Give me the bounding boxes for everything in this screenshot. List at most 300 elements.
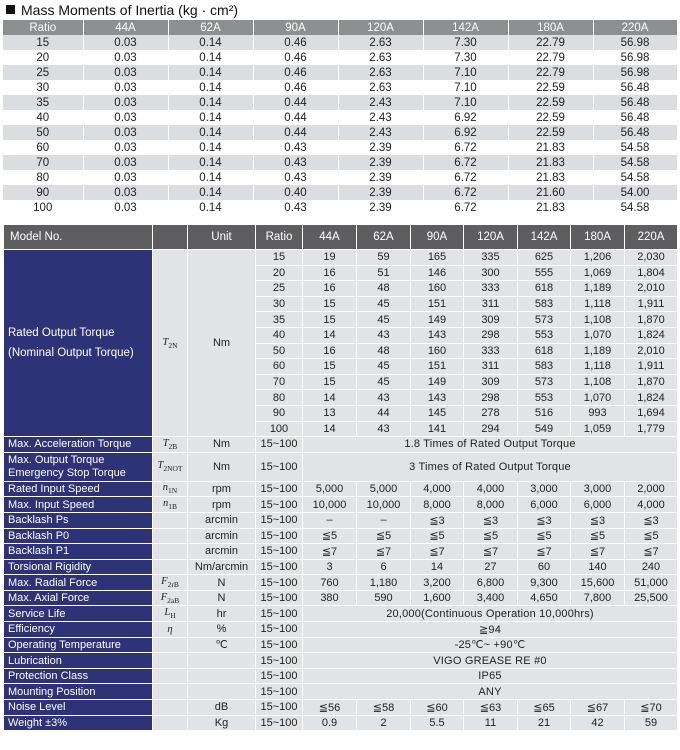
torque-value-cell: 625: [518, 250, 571, 266]
torque-value-cell: 278: [464, 405, 518, 421]
table-row: [4, 637, 678, 653]
spec-value-cell: 15,600: [571, 575, 625, 591]
ratio-cell: 15~100: [256, 715, 303, 731]
table-row: [3, 185, 677, 200]
symbol-letter: F: [161, 576, 168, 588]
spec-value-cell: 3,400: [464, 590, 518, 606]
spec-value-cell: 4,000: [625, 497, 678, 513]
symbol-cell: [153, 575, 188, 591]
torque-value-cell: 1,870: [625, 312, 678, 328]
table-row: [4, 544, 678, 560]
inertia-value-cell: 0.46: [253, 35, 338, 50]
torque-value-cell: 44: [357, 405, 411, 421]
spec-label: Max. Acceleration Torque: [4, 437, 153, 453]
spec-value-cell: 7,800: [571, 590, 625, 606]
spec-value-cell: ≦5: [303, 528, 357, 544]
spec-value-cell: ≦7: [411, 544, 464, 560]
inertia-title: [6, 0, 676, 20]
torque-value-cell: 1,070: [571, 327, 625, 343]
symbol-cell: [153, 700, 188, 716]
inertia-value-cell: 0.46: [253, 50, 338, 65]
inertia-value-cell: 54.58: [593, 140, 677, 155]
table-row: [4, 700, 678, 716]
table-row: [4, 575, 678, 591]
spec-value-cell: ≦7: [571, 544, 625, 560]
spec-value-cell: ≦60: [411, 700, 464, 716]
spec-value-cell: 14: [411, 559, 464, 575]
torque-value-cell: 15: [303, 374, 357, 390]
inertia-header-cell: 220A: [593, 20, 677, 35]
symbol-letter: F: [160, 591, 168, 603]
torque-value-cell: 151: [411, 296, 464, 312]
spec-value-cell: 760: [303, 575, 357, 591]
inertia-value-cell: 56.48: [593, 125, 677, 140]
torque-value-cell: 333: [464, 281, 518, 297]
inertia-value-cell: 0.44: [253, 125, 338, 140]
inertia-value-cell: 2.43: [338, 110, 423, 125]
spec-value-cell: 11: [464, 715, 518, 731]
inertia-value-cell: 0.14: [168, 200, 253, 215]
inertia-value-cell: 0.44: [253, 110, 338, 125]
torque-value-cell: 16: [303, 265, 357, 281]
spanned-value-cell: -25℃~ +90℃: [303, 637, 678, 653]
table-row: [3, 95, 677, 110]
torque-value-cell: 16: [303, 343, 357, 359]
spec-value-cell: ≦58: [357, 700, 411, 716]
spanned-value-cell: 20,000(Continuous Operation 10,000hrs): [303, 606, 678, 622]
torque-value-cell: 2,010: [625, 281, 678, 297]
inertia-value-cell: 2.43: [338, 95, 423, 110]
spec-label: Service Life: [4, 606, 153, 622]
inertia-value-cell: 56.48: [593, 95, 677, 110]
inertia-value-cell: 0.43: [253, 200, 338, 215]
symbol-cell: [153, 544, 188, 560]
model-header: 90A: [411, 225, 464, 250]
spec-label: Backlash Ps: [4, 512, 153, 528]
table-row: [3, 125, 677, 140]
symbol-subscript: 1N: [168, 486, 178, 496]
spec-value-cell: 240: [625, 559, 678, 575]
spec-header: [4, 225, 678, 250]
spec-value-cell: 4,000: [411, 481, 464, 497]
spec-value-cell: ≦5: [518, 528, 571, 544]
spec-value-cell: 8,000: [411, 497, 464, 513]
torque-value-cell: 1,206: [571, 250, 625, 266]
inertia-value-cell: 22.59: [508, 80, 593, 95]
table-row: [4, 481, 678, 497]
table-row: [4, 606, 678, 622]
spec-value-cell: 6,800: [464, 575, 518, 591]
table-row: [3, 80, 677, 95]
ratio-cell: 15~100: [256, 481, 303, 497]
ratio-cell: 15~100: [256, 590, 303, 606]
inertia-value-cell: 21.83: [508, 140, 593, 155]
unit-cell: ℃: [188, 637, 256, 653]
spec-value-cell: 140: [571, 559, 625, 575]
table-row: [3, 110, 677, 125]
ratio-cell: 30: [256, 296, 303, 312]
spec-value-cell: 4,000: [464, 481, 518, 497]
model-header: 44A: [303, 225, 357, 250]
model-no-header: Model No.: [4, 225, 153, 250]
spanned-value-cell: IP65: [303, 668, 678, 684]
inertia-value-cell: 2.39: [338, 155, 423, 170]
torque-value-cell: 48: [357, 281, 411, 297]
ratio-cell: 15~100: [256, 512, 303, 528]
spec-value-cell: ≦3: [571, 512, 625, 528]
spec-value-cell: 3,000: [571, 481, 625, 497]
square-bullet-icon: [6, 5, 15, 14]
inertia-value-cell: 56.48: [593, 80, 677, 95]
ratio-cell: 35: [256, 312, 303, 328]
inertia-value-cell: 22.79: [508, 50, 593, 65]
ratio-cell: 15~100: [256, 497, 303, 513]
inertia-value-cell: 0.03: [83, 200, 168, 215]
spanned-value-cell: 3 Times of Rated Output Torque: [303, 452, 678, 481]
ratio-cell: 25: [256, 281, 303, 297]
unit-cell: Nm: [188, 250, 256, 437]
inertia-value-cell: 0.14: [168, 110, 253, 125]
rated-label-line: Rated Output Torque: [8, 327, 115, 340]
spec-value-cell: ≦3: [464, 512, 518, 528]
inertia-value-cell: 0.03: [83, 80, 168, 95]
inertia-value-cell: 54.58: [593, 170, 677, 185]
table-row: [3, 200, 677, 215]
inertia-value-cell: 0.14: [168, 170, 253, 185]
torque-value-cell: 583: [518, 359, 571, 375]
ratio-cell: 15~100: [256, 684, 303, 700]
unit-cell: [188, 668, 256, 684]
ratio-cell: 100: [256, 421, 303, 437]
torque-value-cell: 311: [464, 359, 518, 375]
torque-value-cell: 1,070: [571, 390, 625, 406]
spec-label: Efficiency: [4, 622, 153, 638]
torque-value-cell: 1,804: [625, 265, 678, 281]
torque-value-cell: 15: [303, 359, 357, 375]
symbol-cell: [153, 528, 188, 544]
inertia-value-cell: 0.14: [168, 185, 253, 200]
table-row: [4, 715, 678, 731]
spec-value-cell: ≦70: [625, 700, 678, 716]
torque-value-cell: 1,694: [625, 405, 678, 421]
inertia-value-cell: 0.14: [168, 95, 253, 110]
unit-cell: Kg: [188, 715, 256, 731]
torque-value-cell: 2,010: [625, 343, 678, 359]
table-row: [4, 559, 678, 575]
inertia-value-cell: 0.43: [253, 140, 338, 155]
inertia-value-cell: 54.58: [593, 155, 677, 170]
table-row: [3, 170, 677, 185]
inertia-value-cell: 6.72: [423, 170, 508, 185]
inertia-value-cell: 0.03: [83, 185, 168, 200]
spec-label: Weight ±3%: [4, 715, 153, 731]
unit-cell: arcmin: [188, 528, 256, 544]
torque-value-cell: 160: [411, 281, 464, 297]
torque-value-cell: 45: [357, 374, 411, 390]
torque-value-cell: 573: [518, 374, 571, 390]
unit-cell: [188, 684, 256, 700]
torque-value-cell: 298: [464, 327, 518, 343]
torque-value-cell: 146: [411, 265, 464, 281]
model-header: 220A: [625, 225, 678, 250]
model-header: 180A: [571, 225, 625, 250]
table-row: [3, 140, 677, 155]
ratio-cell: 15: [256, 250, 303, 266]
spec-value-cell: 3,000: [518, 481, 571, 497]
torque-value-cell: 993: [571, 405, 625, 421]
spec-table: [3, 224, 678, 731]
inertia-value-cell: 7.30: [423, 50, 508, 65]
symbol-cell: [153, 497, 188, 513]
ratio-cell: 70: [256, 374, 303, 390]
ratio-cell: 15~100: [256, 528, 303, 544]
symbol-cell: [153, 653, 188, 669]
spec-value-cell: ≦5: [571, 528, 625, 544]
spec-value-cell: 3,200: [411, 575, 464, 591]
torque-value-cell: 143: [411, 390, 464, 406]
inertia-value-cell: 7.10: [423, 65, 508, 80]
inertia-value-cell: 0.14: [168, 155, 253, 170]
table-row: [3, 35, 677, 50]
ratio-cell: 15~100: [256, 653, 303, 669]
inertia-value-cell: 0.14: [168, 80, 253, 95]
torque-value-cell: 516: [518, 405, 571, 421]
symbol-letter: n: [162, 482, 169, 494]
spec-label: Max. Axial Force: [4, 590, 153, 606]
spanned-value-cell: 1.8 Times of Rated Output Torque: [303, 437, 678, 453]
inertia-header: [3, 20, 677, 35]
torque-value-cell: 14: [303, 327, 357, 343]
torque-value-cell: 300: [464, 265, 518, 281]
spec-value-cell: 27: [464, 559, 518, 575]
inertia-value-cell: 2.63: [338, 50, 423, 65]
unit-header: Unit: [188, 225, 256, 250]
symbol-cell: [153, 590, 188, 606]
torque-value-cell: 14: [303, 390, 357, 406]
spec-value-cell: 590: [357, 590, 411, 606]
torque-value-cell: 2,030: [625, 250, 678, 266]
unit-cell: Nm/arcmin: [188, 559, 256, 575]
symbol-letter: T: [162, 336, 169, 348]
inertia-value-cell: 56.48: [593, 110, 677, 125]
torque-value-cell: 333: [464, 343, 518, 359]
torque-value-cell: 15: [303, 312, 357, 328]
ratio-cell: 35: [3, 95, 83, 110]
inertia-value-cell: 56.98: [593, 65, 677, 80]
symbol-letter: T: [157, 460, 164, 472]
spec-value-cell: 10,000: [303, 497, 357, 513]
ratio-cell: 20: [256, 265, 303, 281]
spec-value-cell: 2: [357, 715, 411, 731]
inertia-header-cell: 90A: [253, 20, 338, 35]
torque-value-cell: 1,118: [571, 359, 625, 375]
symbol-subscript: 2rB: [167, 580, 179, 590]
table-row: [4, 684, 678, 700]
torque-value-cell: 48: [357, 343, 411, 359]
inertia-value-cell: 0.14: [168, 35, 253, 50]
spec-value-cell: 1,180: [357, 575, 411, 591]
spec-label-line: Max. Output Torque: [8, 453, 105, 466]
ratio-cell: 60: [3, 140, 83, 155]
table-row: [4, 668, 678, 684]
inertia-value-cell: 0.03: [83, 35, 168, 50]
symbol-letter: T: [162, 437, 169, 449]
torque-value-cell: 141: [411, 421, 464, 437]
symbol-cell: [153, 452, 188, 481]
inertia-value-cell: 6.92: [423, 125, 508, 140]
inertia-value-cell: 56.98: [593, 50, 677, 65]
inertia-value-cell: 0.14: [168, 125, 253, 140]
ratio-cell: 15~100: [256, 606, 303, 622]
symbol-cell: [153, 715, 188, 731]
torque-value-cell: 583: [518, 296, 571, 312]
spec-value-cell: 9,300: [518, 575, 571, 591]
torque-value-cell: 549: [518, 421, 571, 437]
model-header: 120A: [464, 225, 518, 250]
inertia-value-cell: 22.59: [508, 110, 593, 125]
inertia-value-cell: 0.03: [83, 140, 168, 155]
spec-value-cell: ≦7: [357, 544, 411, 560]
torque-value-cell: 1,824: [625, 390, 678, 406]
spec-value-cell: ≦3: [625, 512, 678, 528]
unit-cell: arcmin: [188, 544, 256, 560]
ratio-cell: 50: [3, 125, 83, 140]
inertia-value-cell: 21.83: [508, 200, 593, 215]
spanned-value-cell: VIGO GREASE RE #0: [303, 653, 678, 669]
inertia-value-cell: 7.30: [423, 35, 508, 50]
inertia-value-cell: 2.39: [338, 140, 423, 155]
spec-label: [4, 452, 153, 481]
table-row: [4, 528, 678, 544]
torque-value-cell: 151: [411, 359, 464, 375]
torque-value-cell: 618: [518, 343, 571, 359]
spec-value-cell: ≦7: [303, 544, 357, 560]
spec-value-cell: 0.9: [303, 715, 357, 731]
symbol-cell: [153, 437, 188, 453]
symbol-cell: [153, 684, 188, 700]
inertia-value-cell: 2.39: [338, 185, 423, 200]
symbol-letter: η: [167, 623, 173, 635]
table-row: [4, 590, 678, 606]
model-header: 142A: [518, 225, 571, 250]
unit-cell: N: [188, 575, 256, 591]
spec-value-cell: ≦7: [518, 544, 571, 560]
model-header: 62A: [357, 225, 411, 250]
unit-cell: dB: [188, 700, 256, 716]
inertia-value-cell: 0.43: [253, 155, 338, 170]
spec-value-cell: 5,000: [303, 481, 357, 497]
spec-value-cell: ≦5: [357, 528, 411, 544]
torque-value-cell: 149: [411, 374, 464, 390]
unit-cell: rpm: [188, 481, 256, 497]
spec-label: Noise Level: [4, 700, 153, 716]
torque-value-cell: 43: [357, 421, 411, 437]
symbol-subscript: 2N: [168, 340, 178, 350]
ratio-cell: 15~100: [256, 575, 303, 591]
inertia-value-cell: 0.03: [83, 125, 168, 140]
inertia-value-cell: 2.43: [338, 125, 423, 140]
spec-value-cell: ≦3: [411, 512, 464, 528]
inertia-header-cell: Ratio: [3, 20, 83, 35]
spec-label: Backlash P1: [4, 544, 153, 560]
inertia-value-cell: 0.03: [83, 110, 168, 125]
ratio-cell: 20: [3, 50, 83, 65]
symbol-cell: [153, 250, 188, 437]
torque-value-cell: 553: [518, 390, 571, 406]
spec-value-cell: 6: [357, 559, 411, 575]
inertia-value-cell: 0.40: [253, 185, 338, 200]
torque-value-cell: 16: [303, 281, 357, 297]
torque-value-cell: 149: [411, 312, 464, 328]
symbol-subscript: 2B: [168, 441, 178, 451]
inertia-value-cell: 6.72: [423, 140, 508, 155]
spec-value-cell: ≦67: [571, 700, 625, 716]
ratio-cell: 40: [3, 110, 83, 125]
spec-value-cell: 21: [518, 715, 571, 731]
spec-label: Torsional Rigidity: [4, 559, 153, 575]
torque-value-cell: 1,779: [625, 421, 678, 437]
symbol-cell: [153, 622, 188, 638]
inertia-value-cell: 2.63: [338, 35, 423, 50]
symbol-cell: [153, 481, 188, 497]
inertia-value-cell: 6.72: [423, 155, 508, 170]
symbol-cell: [153, 637, 188, 653]
inertia-value-cell: 2.39: [338, 200, 423, 215]
spec-label: Operating Temperature: [4, 637, 153, 653]
spec-label: Max. Radial Force: [4, 575, 153, 591]
torque-value-cell: 573: [518, 312, 571, 328]
torque-value-cell: 1,824: [625, 327, 678, 343]
inertia-header-cell: 44A: [83, 20, 168, 35]
table-row: [3, 50, 677, 65]
ratio-cell: 50: [256, 343, 303, 359]
inertia-value-cell: 22.59: [508, 125, 593, 140]
inertia-table: [3, 20, 678, 215]
spec-label: Mounting Position: [4, 684, 153, 700]
symbol-cell: [153, 512, 188, 528]
spec-label: Backlash P0: [4, 528, 153, 544]
inertia-value-cell: 22.79: [508, 65, 593, 80]
inertia-title-text: Mass Moments of Inertia (kg · cm²): [21, 2, 239, 18]
torque-value-cell: 1,189: [571, 281, 625, 297]
inertia-value-cell: 0.03: [83, 155, 168, 170]
torque-value-cell: 1,059: [571, 421, 625, 437]
torque-value-cell: 13: [303, 405, 357, 421]
symbol-letter: L: [164, 607, 171, 619]
spec-value-cell: 10,000: [357, 497, 411, 513]
ratio-cell: 15~100: [256, 452, 303, 481]
inertia-value-cell: 0.03: [83, 65, 168, 80]
unit-cell: Nm: [188, 437, 256, 453]
spec-value-cell: 42: [571, 715, 625, 731]
rated-output-torque-label: [4, 250, 153, 437]
torque-value-cell: 165: [411, 250, 464, 266]
inertia-value-cell: 22.79: [508, 35, 593, 50]
torque-value-cell: 145: [411, 405, 464, 421]
symbol-subscript: 2NOT: [163, 464, 183, 474]
inertia-value-cell: 21.60: [508, 185, 593, 200]
symbol-subscript: 2aB: [167, 595, 180, 605]
torque-value-cell: 335: [464, 250, 518, 266]
rated-label-line: (Nominal Output Torque): [8, 347, 134, 360]
inertia-value-cell: 2.39: [338, 170, 423, 185]
torque-value-cell: 1,108: [571, 374, 625, 390]
torque-value-cell: 45: [357, 296, 411, 312]
inertia-value-cell: 0.46: [253, 65, 338, 80]
inertia-value-cell: 6.92: [423, 110, 508, 125]
inertia-value-cell: 0.14: [168, 140, 253, 155]
ratio-cell: 25: [3, 65, 83, 80]
